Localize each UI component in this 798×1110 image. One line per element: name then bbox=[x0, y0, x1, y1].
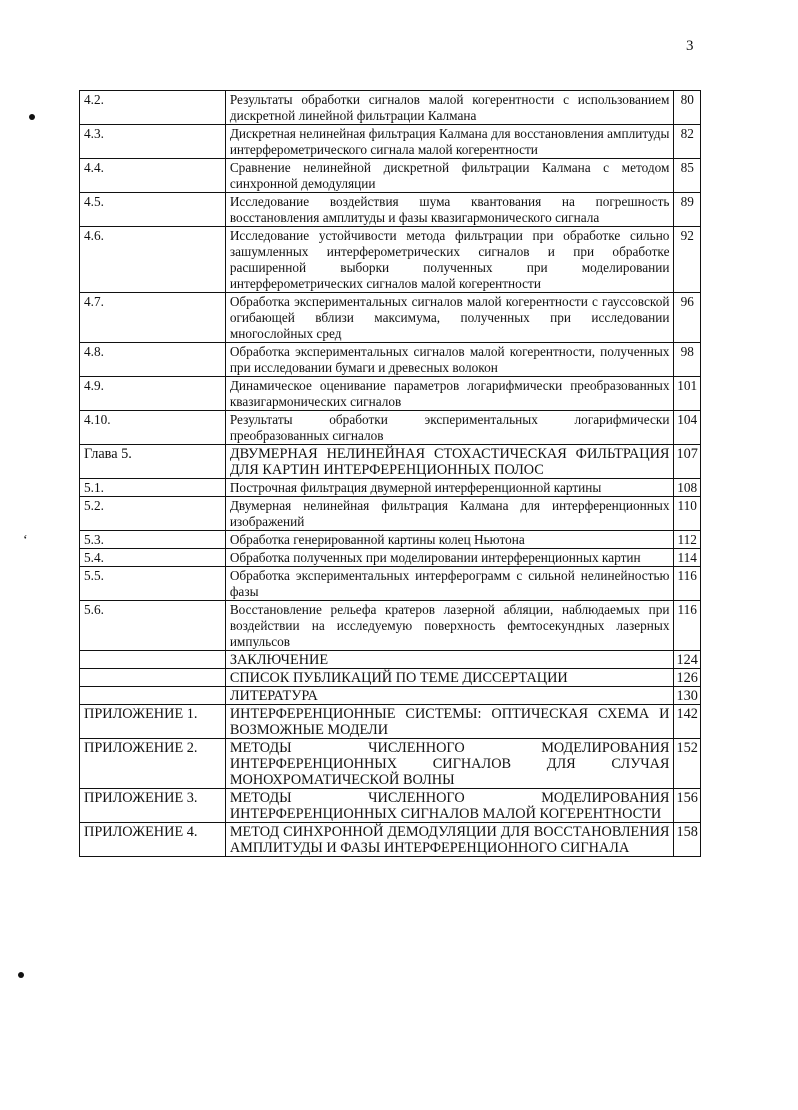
toc-page-number: 112 bbox=[674, 531, 701, 549]
toc-row bbox=[80, 91, 701, 125]
toc-page-number: 98 bbox=[674, 343, 701, 377]
toc-row bbox=[80, 227, 701, 293]
toc-section-number: 4.2. bbox=[80, 91, 226, 125]
page-number: 3 bbox=[686, 38, 694, 54]
toc-row bbox=[80, 705, 701, 739]
toc-page-number: 107 bbox=[674, 445, 701, 479]
toc-row bbox=[80, 377, 701, 411]
toc-section-number: 5.5. bbox=[80, 567, 226, 601]
toc-body bbox=[80, 91, 701, 857]
toc-page-number: 110 bbox=[674, 497, 701, 531]
toc-section-number: 4.8. bbox=[80, 343, 226, 377]
toc-page-number: 126 bbox=[674, 669, 701, 687]
toc-page-number: 82 bbox=[674, 125, 701, 159]
toc-page-number: 108 bbox=[674, 479, 701, 497]
toc-row bbox=[80, 159, 701, 193]
toc-section-title: СПИСОК ПУБЛИКАЦИЙ ПО ТЕМЕ ДИССЕРТАЦИИ bbox=[225, 669, 674, 687]
toc-section-number: ПРИЛОЖЕНИЕ 2. bbox=[80, 739, 226, 789]
toc-section-number: 4.10. bbox=[80, 411, 226, 445]
toc-row bbox=[80, 601, 701, 651]
toc-page-number: 116 bbox=[674, 601, 701, 651]
toc-section-number: ПРИЛОЖЕНИЕ 1. bbox=[80, 705, 226, 739]
toc-page-number: 92 bbox=[674, 227, 701, 293]
toc-section-number bbox=[80, 669, 226, 687]
toc-section-title: ДВУМЕРНАЯ НЕЛИНЕЙНАЯ СТОХАСТИЧЕСКАЯ ФИЛЬТРАЦИЯ ДЛЯ КАРТИН ИНТЕРФЕРЕНЦИОННЫХ ПОЛОС bbox=[225, 445, 674, 479]
toc-section-number: 5.3. bbox=[80, 531, 226, 549]
toc-page-number: 158 bbox=[674, 823, 701, 857]
toc-section-title: ИНТЕРФЕРЕНЦИОННЫЕ СИСТЕМЫ: ОПТИЧЕСКАЯ СХЕМА И ВОЗМОЖНЫЕ МОДЕЛИ bbox=[225, 705, 674, 739]
toc-page-number: 85 bbox=[674, 159, 701, 193]
toc-section-number: 4.9. bbox=[80, 377, 226, 411]
toc-page-number: 104 bbox=[674, 411, 701, 445]
toc-row bbox=[80, 125, 701, 159]
scan-tick-mark: ‘ bbox=[23, 533, 28, 548]
toc-section-title: МЕТОД СИНХРОННОЙ ДЕМОДУЛЯЦИИ ДЛЯ ВОССТАНОВЛЕНИЯ АМПЛИТУДЫ И ФАЗЫ ИНТЕРФЕРЕНЦИОННОГО СИГНАЛА bbox=[225, 823, 674, 857]
toc-page-number: 124 bbox=[674, 651, 701, 669]
toc-section-number: ПРИЛОЖЕНИЕ 4. bbox=[80, 823, 226, 857]
toc-section-title: ЗАКЛЮЧЕНИЕ bbox=[225, 651, 674, 669]
toc-row bbox=[80, 445, 701, 479]
toc-row bbox=[80, 687, 701, 705]
toc-section-number: 5.4. bbox=[80, 549, 226, 567]
toc-section-number: 4.4. bbox=[80, 159, 226, 193]
toc-section-title: Дискретная нелинейная фильтрация Калмана для восстановления амплитуды интерферометрического сигнала малой когерентности bbox=[225, 125, 674, 159]
toc-section-title: Обработка экспериментальных сигналов малой когерентности с гауссовской огибающей вблизи максимума, полученных при исследовании многослойных сред bbox=[225, 293, 674, 343]
toc-row bbox=[80, 411, 701, 445]
toc-section-number: 5.1. bbox=[80, 479, 226, 497]
toc-page-number: 101 bbox=[674, 377, 701, 411]
toc-page-number: 152 bbox=[674, 739, 701, 789]
toc-section-number: 5.2. bbox=[80, 497, 226, 531]
toc-row bbox=[80, 669, 701, 687]
toc-section-title: Обработка генерированной картины колец Ньютона bbox=[225, 531, 674, 549]
toc-row bbox=[80, 193, 701, 227]
toc-section-title: Исследование устойчивости метода фильтрации при обработке сильно зашумленных интерферометрических сигналов и при обработке расширенной выборки полученных при моделировании интерферометрических сигналов малой когерентности bbox=[225, 227, 674, 293]
toc-section-title: Обработка полученных при моделировании интерференционных картин bbox=[225, 549, 674, 567]
toc-section-number: 4.5. bbox=[80, 193, 226, 227]
toc-section-title: Восстановление рельефа кратеров лазерной абляции, наблюдаемых при воздействии на исследуемую поверхность фемтосекундных лазерных импульсов bbox=[225, 601, 674, 651]
toc-page-number: 80 bbox=[674, 91, 701, 125]
toc-row bbox=[80, 293, 701, 343]
toc-row bbox=[80, 479, 701, 497]
toc-row bbox=[80, 549, 701, 567]
toc-page-number: 156 bbox=[674, 789, 701, 823]
toc-section-title: Сравнение нелинейной дискретной фильтрации Калмана с методом синхронной демодуляции bbox=[225, 159, 674, 193]
toc-row bbox=[80, 789, 701, 823]
toc-page-number: 116 bbox=[674, 567, 701, 601]
toc-page-number: 142 bbox=[674, 705, 701, 739]
toc-page-number: 130 bbox=[674, 687, 701, 705]
toc-section-title: Двумерная нелинейная фильтрация Калмана для интерференционных изображений bbox=[225, 497, 674, 531]
toc-row bbox=[80, 343, 701, 377]
toc-section-title: Исследование воздействия шума квантования на погрешность восстановления амплитуды и фазы квазигармонического сигнала bbox=[225, 193, 674, 227]
toc-page-number: 96 bbox=[674, 293, 701, 343]
toc-page-number: 114 bbox=[674, 549, 701, 567]
toc-section-number: 5.6. bbox=[80, 601, 226, 651]
toc-row bbox=[80, 497, 701, 531]
toc-section-title: Результаты обработки экспериментальных логарифмически преобразованных сигналов bbox=[225, 411, 674, 445]
toc-row bbox=[80, 739, 701, 789]
toc-section-number: 4.7. bbox=[80, 293, 226, 343]
toc-section-title: Результаты обработки сигналов малой когерентности с использованием дискретной линейной фильтрации Калмана bbox=[225, 91, 674, 125]
toc-section-title: МЕТОДЫ ЧИСЛЕННОГО МОДЕЛИРОВАНИЯ ИНТЕРФЕРЕНЦИОННЫХ СИГНАЛОВ МАЛОЙ КОГЕРЕНТНОСТИ bbox=[225, 789, 674, 823]
toc-row bbox=[80, 651, 701, 669]
toc-section-title: Обработка экспериментальных интерферограмм с сильной нелинейностью фазы bbox=[225, 567, 674, 601]
scan-speck-mark bbox=[18, 972, 24, 978]
scan-speck-mark bbox=[29, 114, 35, 120]
toc-section-number: 4.6. bbox=[80, 227, 226, 293]
table-of-contents bbox=[79, 90, 701, 857]
toc-row bbox=[80, 823, 701, 857]
toc-section-title: Динамическое оценивание параметров логарифмически преобразованных квазигармонических сигналов bbox=[225, 377, 674, 411]
toc-section-title: МЕТОДЫ ЧИСЛЕННОГО МОДЕЛИРОВАНИЯ ИНТЕРФЕРЕНЦИОННЫХ СИГНАЛОВ ДЛЯ СЛУЧАЯ МОНОХРОМАТИЧЕСКОЙ ВОЛНЫ bbox=[225, 739, 674, 789]
toc-section-number: 4.3. bbox=[80, 125, 226, 159]
toc-row bbox=[80, 567, 701, 601]
toc-section-number: ПРИЛОЖЕНИЕ 3. bbox=[80, 789, 226, 823]
toc-section-title: Построчная фильтрация двумерной интерференционной картины bbox=[225, 479, 674, 497]
toc-page-number: 89 bbox=[674, 193, 701, 227]
toc-row bbox=[80, 531, 701, 549]
toc-section-number bbox=[80, 651, 226, 669]
toc-section-title: ЛИТЕРАТУРА bbox=[225, 687, 674, 705]
toc-section-number: Глава 5. bbox=[80, 445, 226, 479]
toc-section-title: Обработка экспериментальных сигналов малой когерентности, полученных при исследовании бумаги и древесных волокон bbox=[225, 343, 674, 377]
toc-section-number bbox=[80, 687, 226, 705]
